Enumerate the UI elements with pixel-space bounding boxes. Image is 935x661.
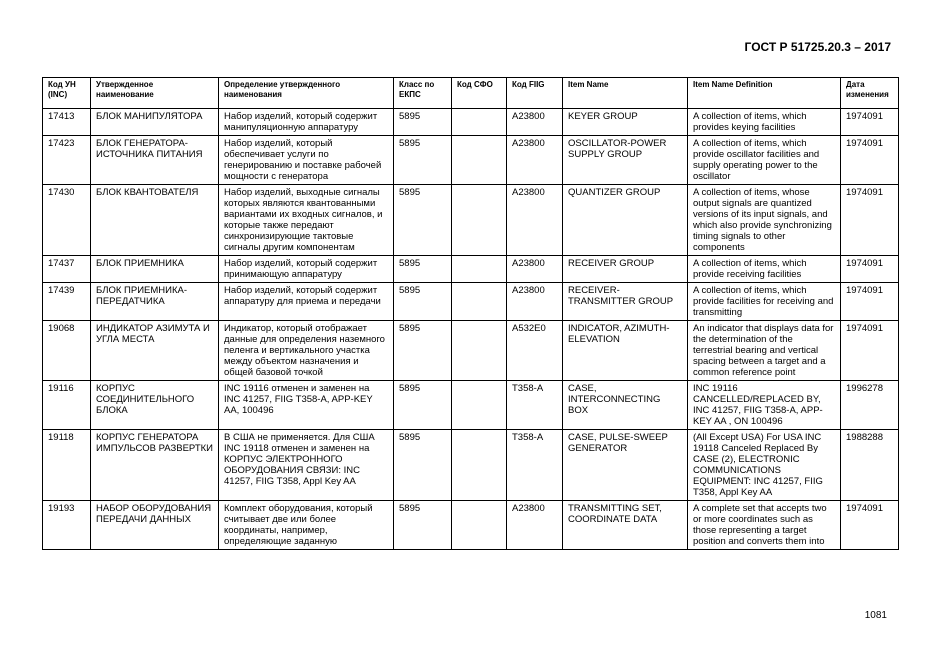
table-row bbox=[43, 256, 899, 283]
col-header-item-definition: Item Name Definition bbox=[688, 78, 841, 109]
cell-name: НАБОР ОБОРУДОВАНИЯ ПЕРЕДАЧИ ДАННЫХ bbox=[91, 501, 219, 550]
cell-date: 1974091 bbox=[841, 136, 899, 185]
cell-item-definition: An indicator that displays data for the determination of the terrestrial bearing and vertical spacing between a target and a common reference point bbox=[688, 321, 841, 381]
cell-item-definition: A collection of items, whose output signals are quantized versions of its input signals, and which also provide synchronizing timing signals to other components bbox=[688, 185, 841, 256]
cell-item-name: KEYER GROUP bbox=[563, 109, 688, 136]
cell-sfo bbox=[452, 430, 507, 501]
cell-definition: Комплект оборудования, который считывает две или более координаты, например, определяющие заданную bbox=[219, 501, 394, 550]
cell-item-name: OSCILLATOR-POWER SUPPLY GROUP bbox=[563, 136, 688, 185]
cell-name: БЛОК ПРИЕМНИКА-ПЕРЕДАТЧИКА bbox=[91, 283, 219, 321]
cell-inc: 17439 bbox=[43, 283, 91, 321]
table-header-row bbox=[43, 78, 899, 109]
cell-class: 5895 bbox=[394, 185, 452, 256]
col-header-sfo: Код СФО bbox=[452, 78, 507, 109]
cell-definition: В США не применяется. Для США INC 19118 отменен и заменен на КОРПУС ЭЛЕКТРОННОГО ОБОРУДОВАНИЯ СВЯЗИ: INC 41257, FIIG T358, Appl Key AA bbox=[219, 430, 394, 501]
cell-name: КОРПУС СОЕДИНИТЕЛЬНОГО БЛОКА bbox=[91, 381, 219, 430]
table-row bbox=[43, 381, 899, 430]
cell-inc: 19193 bbox=[43, 501, 91, 550]
page-number: 1081 bbox=[864, 610, 887, 621]
cell-class: 5895 bbox=[394, 109, 452, 136]
cell-class: 5895 bbox=[394, 283, 452, 321]
cell-name: БЛОК МАНИПУЛЯТОРА bbox=[91, 109, 219, 136]
cell-name: БЛОК ПРИЕМНИКА bbox=[91, 256, 219, 283]
cell-date: 1974091 bbox=[841, 256, 899, 283]
cell-item-name: CASE, INTERCONNECTING BOX bbox=[563, 381, 688, 430]
cell-date: 1974091 bbox=[841, 283, 899, 321]
cell-class: 5895 bbox=[394, 136, 452, 185]
cell-inc: 19118 bbox=[43, 430, 91, 501]
cell-inc: 17423 bbox=[43, 136, 91, 185]
cell-date: 1974091 bbox=[841, 185, 899, 256]
cell-sfo bbox=[452, 185, 507, 256]
cell-sfo bbox=[452, 109, 507, 136]
cell-definition: INC 19116 отменен и заменен на INC 41257, FIIG T358-A, APP-KEY AA, 100496 bbox=[219, 381, 394, 430]
cell-date: 1974091 bbox=[841, 321, 899, 381]
cell-fiig: A23800 bbox=[507, 256, 563, 283]
cell-item-definition: INC 19116 CANCELLED/REPLACED BY, INC 41257, FIIG T358-A, APP-KEY AA , ON 100496 bbox=[688, 381, 841, 430]
cell-item-name: TRANSMITTING SET, COORDINATE DATA bbox=[563, 501, 688, 550]
table-row bbox=[43, 430, 899, 501]
cell-inc: 19116 bbox=[43, 381, 91, 430]
cell-sfo bbox=[452, 381, 507, 430]
table-row bbox=[43, 185, 899, 256]
cell-sfo bbox=[452, 321, 507, 381]
cell-item-definition: A complete set that accepts two or more coordinates such as those representing a target position and converts them into bbox=[688, 501, 841, 550]
cell-class: 5895 bbox=[394, 430, 452, 501]
cell-name: БЛОК КВАНТОВАТЕЛЯ bbox=[91, 185, 219, 256]
cell-definition: Набор изделий, который обеспечивает услуги по генерированию и поставке рабочей мощности с генератора bbox=[219, 136, 394, 185]
cell-fiig: T358-A bbox=[507, 381, 563, 430]
col-header-name: Утвержденное наименование bbox=[91, 78, 219, 109]
cell-sfo bbox=[452, 256, 507, 283]
col-header-item-name: Item Name bbox=[563, 78, 688, 109]
cell-definition: Набор изделий, который содержит принимающую аппаратуру bbox=[219, 256, 394, 283]
table-row bbox=[43, 321, 899, 381]
cell-date: 1996278 bbox=[841, 381, 899, 430]
cell-name: КОРПУС ГЕНЕРАТОРА ИМПУЛЬСОВ РАЗВЕРТКИ bbox=[91, 430, 219, 501]
table-row bbox=[43, 109, 899, 136]
cell-sfo bbox=[452, 136, 507, 185]
col-header-fiig: Код FIIG bbox=[507, 78, 563, 109]
table-row bbox=[43, 283, 899, 321]
cell-sfo bbox=[452, 501, 507, 550]
cell-definition: Набор изделий, который содержит манипуляционную аппаратуру bbox=[219, 109, 394, 136]
cell-inc: 17437 bbox=[43, 256, 91, 283]
cell-fiig: A23800 bbox=[507, 501, 563, 550]
cell-item-definition: A collection of items, which provide receiving facilities bbox=[688, 256, 841, 283]
cell-fiig: A23800 bbox=[507, 109, 563, 136]
cell-item-name: RECEIVER GROUP bbox=[563, 256, 688, 283]
document-standard-title: ГОСТ Р 51725.20.3 – 2017 bbox=[744, 40, 891, 54]
col-header-class: Класс по ЕКПС bbox=[394, 78, 452, 109]
cell-class: 5895 bbox=[394, 501, 452, 550]
cell-class: 5895 bbox=[394, 256, 452, 283]
cell-date: 1974091 bbox=[841, 109, 899, 136]
catalog-table bbox=[42, 77, 899, 550]
cell-item-name: RECEIVER-TRANSMITTER GROUP bbox=[563, 283, 688, 321]
cell-fiig: A23800 bbox=[507, 136, 563, 185]
cell-name: ИНДИКАТОР АЗИМУТА И УГЛА МЕСТА bbox=[91, 321, 219, 381]
cell-item-name: CASE, PULSE-SWEEP GENERATOR bbox=[563, 430, 688, 501]
cell-sfo bbox=[452, 283, 507, 321]
cell-fiig: T358-A bbox=[507, 430, 563, 501]
cell-inc: 17430 bbox=[43, 185, 91, 256]
cell-fiig: A23800 bbox=[507, 283, 563, 321]
cell-date: 1974091 bbox=[841, 501, 899, 550]
cell-inc: 19068 bbox=[43, 321, 91, 381]
cell-item-definition: A collection of items, which provide oscillator facilities and supply operating power to the oscillator bbox=[688, 136, 841, 185]
cell-class: 5895 bbox=[394, 321, 452, 381]
cell-item-name: QUANTIZER GROUP bbox=[563, 185, 688, 256]
table-row bbox=[43, 136, 899, 185]
col-header-inc: Код УН (INC) bbox=[43, 78, 91, 109]
cell-class: 5895 bbox=[394, 381, 452, 430]
cell-item-definition: A collection of items, which provides keying facilities bbox=[688, 109, 841, 136]
cell-item-definition: A collection of items, which provide facilities for receiving and transmitting bbox=[688, 283, 841, 321]
col-header-definition: Определение утвержденного наименования bbox=[219, 78, 394, 109]
col-header-date: Дата изменения bbox=[841, 78, 899, 109]
table-row bbox=[43, 501, 899, 550]
cell-date: 1988288 bbox=[841, 430, 899, 501]
cell-fiig: A23800 bbox=[507, 185, 563, 256]
cell-item-definition: (All Except USA) For USA INC 19118 Canceled Replaced By CASE (2), ELECTRONIC COMMUNICATIONS EQUIPMENT: INC 41257, FIIG T358, Appl Key AA bbox=[688, 430, 841, 501]
cell-definition: Набор изделий, выходные сигналы которых являются квантованными вариантами их входных сигналов, и которые также передают синхронизирующие тактовые сигналы другим компонентам bbox=[219, 185, 394, 256]
cell-fiig: A532E0 bbox=[507, 321, 563, 381]
cell-item-name: INDICATOR, AZIMUTH-ELEVATION bbox=[563, 321, 688, 381]
cell-definition: Индикатор, который отображает данные для определения наземного пеленга и вертикального участка между объектом назначения и общей базовой точкой bbox=[219, 321, 394, 381]
cell-inc: 17413 bbox=[43, 109, 91, 136]
cell-definition: Набор изделий, который содержит аппаратуру для приема и передачи bbox=[219, 283, 394, 321]
cell-name: БЛОК ГЕНЕРАТОРА-ИСТОЧНИКА ПИТАНИЯ bbox=[91, 136, 219, 185]
